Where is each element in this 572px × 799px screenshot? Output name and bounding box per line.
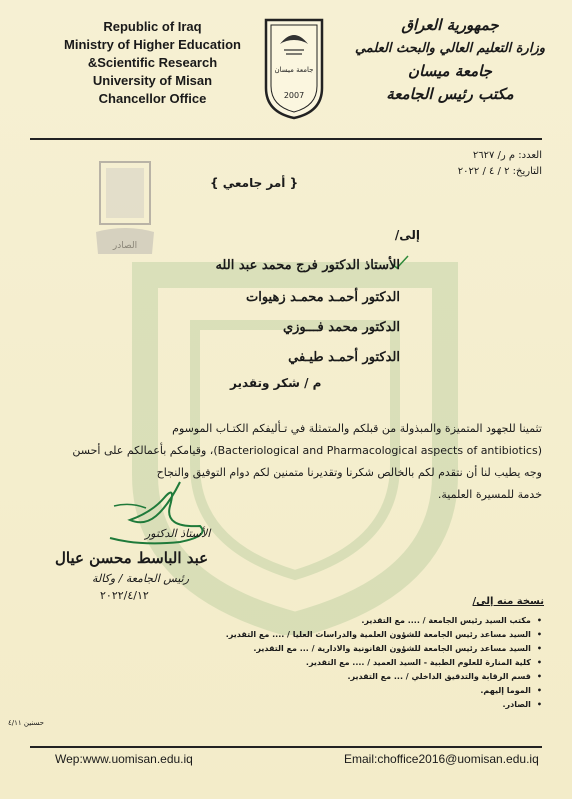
copy-item-text: السيد مساعد رئيس الجامعة للشؤون العلمية والدراسات العليا / .... مع التقدير. (225, 630, 531, 639)
bullet-icon: • (536, 630, 542, 639)
signature-role: رئيس الجامعة / وكالة (92, 572, 190, 585)
addressee-1: الأستاذ الدكتور فرج محمد عبد الله (215, 258, 400, 273)
typist-initials: حسنين ٤/١١ (8, 719, 44, 727)
addressee-3: الدكتور محمد فـــوزي (282, 320, 400, 335)
order-title: { أمر جامعي } (210, 176, 299, 190)
subject-line: م / شكر وتقدير (230, 376, 322, 390)
ar-line-country: جمهورية العراق (401, 16, 499, 34)
to-label: إلى/ (394, 228, 420, 242)
en-line-country: Republic of Iraq (103, 19, 202, 34)
ar-line-office: مكتب رئيس الجامعة (386, 85, 514, 103)
footer-divider (30, 746, 542, 748)
stamp-label: الصادر (112, 241, 138, 251)
signature-name: عبد الباسط محسن عيال (55, 549, 209, 567)
footer-website: Wep:www.uomisan.edu.iq (55, 752, 193, 766)
body-line-2: (Bacteriological and Pharmacological aspects of antibiotics)، وقيامكم بأعمالكم على أحسن (72, 444, 542, 457)
copy-item (222, 672, 542, 681)
en-line-ministry: Ministry of Higher Education (64, 37, 241, 52)
copy-item-text: الصادر. (502, 700, 531, 709)
seal-year: 2007 (283, 91, 305, 100)
addressee-2: الدكتور أحمـد محمـد زهيوات (245, 290, 400, 305)
ar-line-university: جامعة ميسان (408, 62, 492, 80)
en-line-university: University of Misan (92, 73, 213, 88)
copy-item-text: كلية المنارة للعلوم الطبية - السيد العميد / .... مع التقدير. (305, 658, 531, 667)
copy-item-text: الموما إليهم. (480, 686, 531, 695)
bullet-icon: • (536, 672, 542, 681)
addressee-4: الدكتور أحمـد طيـفي (288, 350, 400, 365)
copy-item-text: مكتب السيد رئيس الجامعة / .... مع التقدير. (361, 616, 531, 625)
copy-item (222, 658, 542, 667)
university-seal-icon (262, 16, 326, 120)
signature-date: ٢٠٢٢/٤/١٢ (100, 589, 149, 602)
arabic-letterhead (350, 14, 550, 106)
copy-item-text: السيد مساعد رئيس الجامعة للشؤون القانونية والادارية / ... مع التقدير. (253, 644, 531, 653)
en-line-research: &Scientific Research (87, 55, 218, 70)
bullet-icon: • (536, 686, 542, 695)
bullet-icon: • (536, 658, 542, 667)
ar-line-ministry: وزارة التعليم العالي والبحث العلمي (354, 41, 546, 56)
copy-item (222, 630, 542, 639)
reference-number: العدد: م ر/ ٢٦٢٧ (472, 150, 542, 161)
issued-stamp-icon (92, 158, 158, 258)
bullet-icon: • (536, 616, 542, 625)
copy-item-text: قسم الرقابة والتدقيق الداخلي / ... مع التقدير. (347, 672, 531, 681)
body-line-3: وجه يطيب لنا أن نتقدم لكم بالخالص شكرنا وتقديرنا متمنين لكم دوام التوفيق والنجاح (156, 466, 542, 479)
seal-arabic-name: جامعة ميسان (274, 66, 314, 74)
english-letterhead (50, 18, 255, 108)
body-line-4: خدمة للمسيرة العلمية. (437, 488, 542, 501)
reference-date: التاريخ: ٢ / ٤ / ٢٠٢٢ (457, 166, 542, 177)
bullet-icon: • (536, 700, 542, 709)
bullet-icon: • (536, 644, 542, 653)
signature-title: الأستاذ الدكتور (145, 527, 211, 540)
copy-item (222, 700, 542, 709)
copy-item (222, 686, 542, 695)
header-divider (30, 138, 542, 140)
copies-heading: نسخة منه إلى/ (472, 596, 544, 607)
body-line-1: تثمينا للجهود المتميزة والمبذولة من قبلكم والمتمثلة في تـأليفكم الكتـاب الموسوم (172, 422, 542, 435)
footer-email: Email:choffice2016@uomisan.edu.iq (344, 752, 539, 766)
en-line-office: Chancellor Office (98, 91, 207, 106)
copy-item (222, 616, 542, 625)
copy-item (222, 644, 542, 653)
